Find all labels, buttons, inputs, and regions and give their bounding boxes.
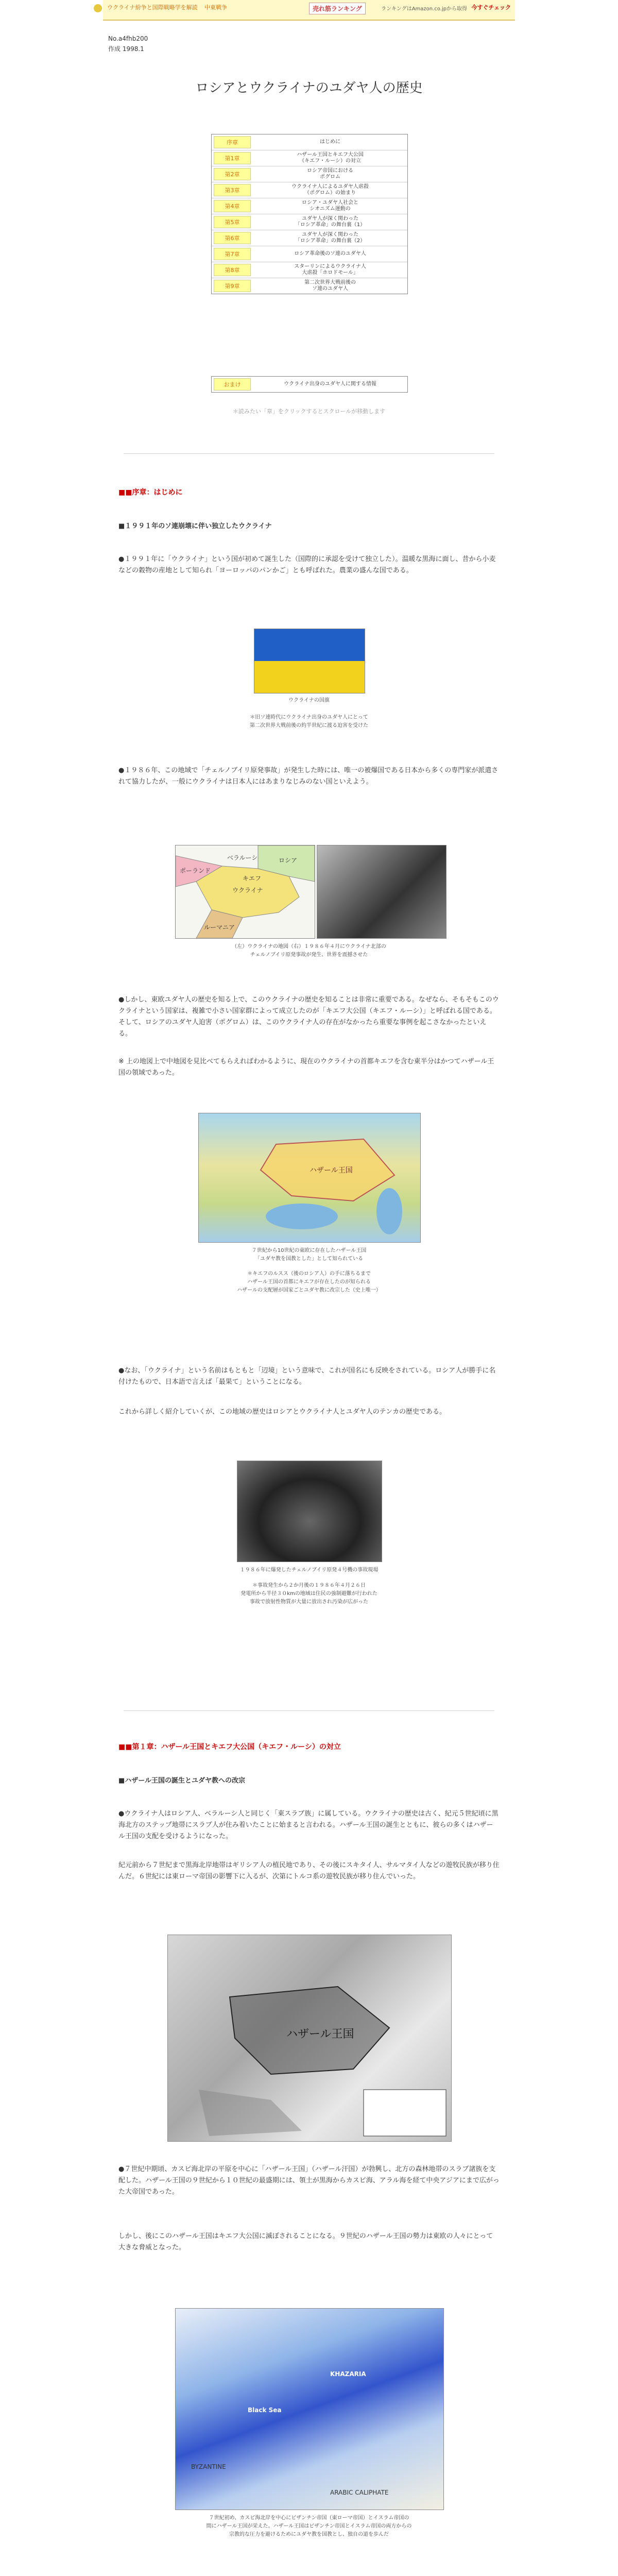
toc-chapter-title[interactable]: スターリンによるウクライナ人 大虐殺「ホロドモール」	[294, 264, 366, 276]
flag-note: ＊旧ソ連時代にウクライナ出身のユダヤ人にとって 第二次世界大戦前後の約半世紀に渡る迫害を受けた	[250, 715, 368, 728]
khazar-map-caption: ７世紀初め、カスピ海北岸を中心にビザンチン帝国（東ローマ帝国）とイスラム帝国の 間にハザール王国が栄えた。ハザール王国はビザンチン帝国とイスラム帝国の両方からの 宗教的な圧力を避けるためにユダヤ教を国教とし、独自の道を歩んだ	[206, 2515, 412, 2537]
paragraph: しかし、後にこのハザール王国はキエフ大公国に滅ぼされることになる。９世紀のハザール王国の勢力は東欧の人々にとって大きな脅威となった。	[118, 2232, 493, 2251]
toc-chapter-number[interactable]: 第9章	[214, 280, 251, 292]
toc-row[interactable]	[212, 278, 407, 294]
toc-chapter-title[interactable]: ユダヤ人が深く関わった 「ロシア革命」の舞台裏（2）	[295, 232, 366, 244]
chernobyl-note: ＊事故発生から２か月後の１９８６年４月２６日 発電所から半径３０kmの地域は住民の強制避難が行われた 事故で放射性物質が大量に放出され汚染が広がった	[241, 1583, 377, 1605]
ukraine-flag-image	[254, 629, 365, 693]
toc-row[interactable]	[212, 134, 407, 150]
map-label: ポーランド	[180, 867, 211, 874]
paragraph: ●しかし、東欧ユダヤ人の歴史を知る上で、このウクライナの歴史を知ることは非常に重要である。なぜなら、そもそもこのウクライナという国家は、複雑で小さい国家群によって成立したのが「キエフ大公国（キエフ・ルーシ）」と呼ばれる国である。そして、ロシアのユダヤ人迫害（ポグロム）は、このウクライナ人の存在がなかったら重要な事例を起こさなかったといえる。	[118, 996, 499, 1038]
toc-chapter-title[interactable]: 第二次世界大戦前後の ソ連のユダヤ人	[304, 280, 356, 292]
check-now-link[interactable]: 今すぐチェック	[471, 4, 511, 11]
paragraph: これから詳しく紹介していくが、この地域の歴史はロシアとウクライナ人とユダヤ人のテンカの歴史である。	[118, 1408, 446, 1416]
paragraph: ●１９９１年に「ウクライナ」という国が初めて誕生した（国際的に承認を受けて独立した）。温暖な黒海に面し、昔から小麦などの穀物の産地として知られ「ヨーロッパのパンかご」とも呼ばれた。農業の盛んな国である。	[118, 555, 496, 574]
toc-chapter-number[interactable]: 第2章	[214, 168, 251, 180]
toc-row[interactable]	[212, 166, 407, 182]
toc-chapter-title[interactable]: ウクライナ人によるユダヤ人虐殺 （ポグロム）の始まり	[291, 184, 369, 196]
toc-extra-number[interactable]: おまけ	[214, 378, 251, 391]
toc-row[interactable]	[212, 262, 407, 278]
toc-row[interactable]	[212, 150, 407, 166]
paragraph: ●ウクライナ人はロシア人、ベラルーシ人と同じく「東スラブ族」に属している。ウクライナの歴史は古く、紀元５世紀頃に黒海北方のステップ地帯にスラブ人が住み着いたことに始まると言われる。ハザール王国の誕生とともに、彼らの多くはハザール王国の支配を受けるようになった。	[118, 1810, 499, 1840]
khazar-bw-map-image	[167, 1935, 452, 2142]
toc-chapter-number[interactable]: 第8章	[214, 264, 251, 276]
map-label: ウクライナ	[232, 887, 263, 894]
toc-chapter-number[interactable]: 第4章	[214, 200, 251, 212]
toc-row[interactable]	[212, 182, 407, 198]
map-label: KHAZARIA	[330, 2370, 366, 2378]
ukraine-map-image	[175, 845, 315, 939]
flag-caption: ウクライナの国旗	[288, 698, 330, 703]
page-title: ロシアとウクライナのユダヤ人の歴史	[195, 80, 423, 96]
toc-chapter-number[interactable]: 第7章	[214, 248, 251, 260]
map-label: BYZANTINE	[191, 2463, 226, 2470]
paragraph: ●なお、「ウクライナ」という名前はもともと「辺境」という意味で、これが国名にも反映をされている。ロシア人が勝手に名付けたもので、日本語で言えば「最果て」ということになる。	[118, 1367, 496, 1386]
toc-row[interactable]	[212, 230, 407, 246]
paragraph: 紀元前から７世紀まで黒海北岸地帯はギリシア人の植民地であり、その後にスキタイ人、サルマタイ人などの遊牧民族が移り住んだ。６世紀には東ローマ帝国の影響下に入るが、次第にトルコ系の遊牧民族が移り住んでいった。	[118, 1861, 500, 1880]
map-caption: （左）ウクライナの地図（右）１９８６年４月にウクライナ北部の チェルノブイリ原発事故が発生、世界を震撼させた	[232, 944, 386, 958]
divider	[124, 1710, 494, 1711]
ranking-label[interactable]: 売れ筋ランキング	[309, 3, 366, 14]
khazar-map-image	[198, 1113, 421, 1243]
map-label: ハザール王国	[310, 1166, 353, 1175]
chernobyl-caption: １９８６年に爆発したチェルノブイリ原発４号機の事故現場	[239, 1567, 379, 1573]
top-links	[107, 3, 232, 11]
toc-extra-title[interactable]: ウクライナ出身のユダヤ人に関する情報	[284, 381, 376, 387]
table-of-contents	[211, 134, 408, 294]
toc-extra-row[interactable]	[211, 376, 408, 393]
khazar-map-graphic	[199, 1113, 420, 1242]
toc-chapter-title[interactable]: ハザール王国とキエフ大公国 （キエフ・ルーシ）の対立	[297, 152, 364, 164]
map-label: ベラルーシ	[227, 854, 258, 861]
flag-blue-band	[254, 629, 365, 661]
site-logo-icon	[94, 4, 102, 12]
divider	[124, 453, 494, 454]
map-label: ルーマニア	[204, 924, 235, 931]
chernobyl-reactor-photo	[237, 1461, 382, 1562]
toc-chapter-number[interactable]: 第5章	[214, 216, 251, 228]
doc-number: No.a4fhb200	[108, 35, 148, 42]
section-subheading: ■ハザール王国の誕生とユダヤ教への改宗	[118, 1777, 246, 1785]
section-heading: ■■第１章：ハザール王国とキエフ大公国（キエフ・ルーシ）の対立	[118, 1743, 341, 1751]
map-label: ロシア	[279, 857, 298, 864]
top-link-2[interactable]: 中東戦争	[204, 4, 228, 11]
paragraph: ※ 上の地図上で中地図を見比べてもらえればわかるように、現在のウクライナの首都キエフを含む東半分はかつてハザール王国の領域であった。	[118, 1058, 494, 1077]
khazar-note: ＊キエフのルスス（後のロシア人）の手に落ちるまで ハザール王国の首都にキエフが存在したのが知られる ハザールの支配層が国家ごとユダヤ教に改宗した（史上唯一）	[237, 1271, 381, 1293]
paragraph: ●１９８６年、この地域で「チェルノブイリ原発事故」が発生した時には、唯一の被爆国である日本から多くの専門家が派遣されて協力したが、一般にウクライナは日本人にはあまりなじみのない国といえよう。	[118, 767, 499, 786]
map-label: Black Sea	[248, 2406, 282, 2414]
map-label: ハザール王国	[286, 2028, 354, 2041]
map-label: ARABIC CALIPHATE	[330, 2489, 389, 2496]
toc-note: ＊読みたい「章」をクリックするとスクロールが移動します	[232, 408, 386, 415]
toc-chapter-title[interactable]: ユダヤ人が深く関わった 「ロシア革命」の舞台裏（1）	[295, 216, 366, 228]
ranking-note: ランキングはAmazon.co.jpから取得	[381, 6, 468, 12]
section-subheading: ■１９９１年のソ連崩壊に伴い独立したウクライナ	[118, 522, 272, 530]
toc-row[interactable]	[212, 198, 407, 214]
toc-chapter-number[interactable]: 第6章	[214, 232, 251, 244]
khazar-color-map-image	[175, 2308, 444, 2510]
toc-chapter-title[interactable]: ロシア帝国における ポグロム	[307, 168, 353, 180]
section-heading: ■■序章：はじめに	[118, 488, 183, 497]
top-link-1[interactable]: ウクライナ紛争と国際戦略学を解読	[107, 4, 198, 11]
top-bar	[103, 0, 515, 21]
flag-yellow-band	[254, 661, 365, 693]
toc-chapter-title[interactable]: ロシア・ユダヤ人社会と シオニズム運動の	[302, 200, 358, 212]
toc-chapter-title[interactable]: ロシア革命後のソ連のユダヤ人	[294, 251, 366, 257]
toc-chapter-number[interactable]: 序章	[214, 136, 251, 148]
chernobyl-photo	[317, 845, 447, 939]
toc-row[interactable]	[212, 246, 407, 262]
toc-chapter-title[interactable]: はじめに	[320, 139, 340, 145]
toc-chapter-number[interactable]: 第1章	[214, 152, 251, 164]
paragraph: ●７世紀中期頃、カスピ海北岸の平原を中心に「ハザール王国」（ハザール汗国）が勃興し、北方の森林地帯のスラブ諸族を支配した。ハザール王国の９世紀から１０世紀の最盛期には、領土が黒海からカスピ海、アラル海を経て中央アジアにまで広がった大帝国であった。	[118, 2165, 500, 2196]
toc-row[interactable]	[212, 214, 407, 230]
khazar-caption: ７世紀から10世紀の東欧に存在したハザール王国 「ユダヤ教を国教とした」として知られている	[251, 1248, 367, 1262]
doc-date: 作成 1998.1	[108, 45, 144, 53]
toc-chapter-number[interactable]: 第3章	[214, 184, 251, 196]
map-label: キエフ	[243, 875, 262, 882]
